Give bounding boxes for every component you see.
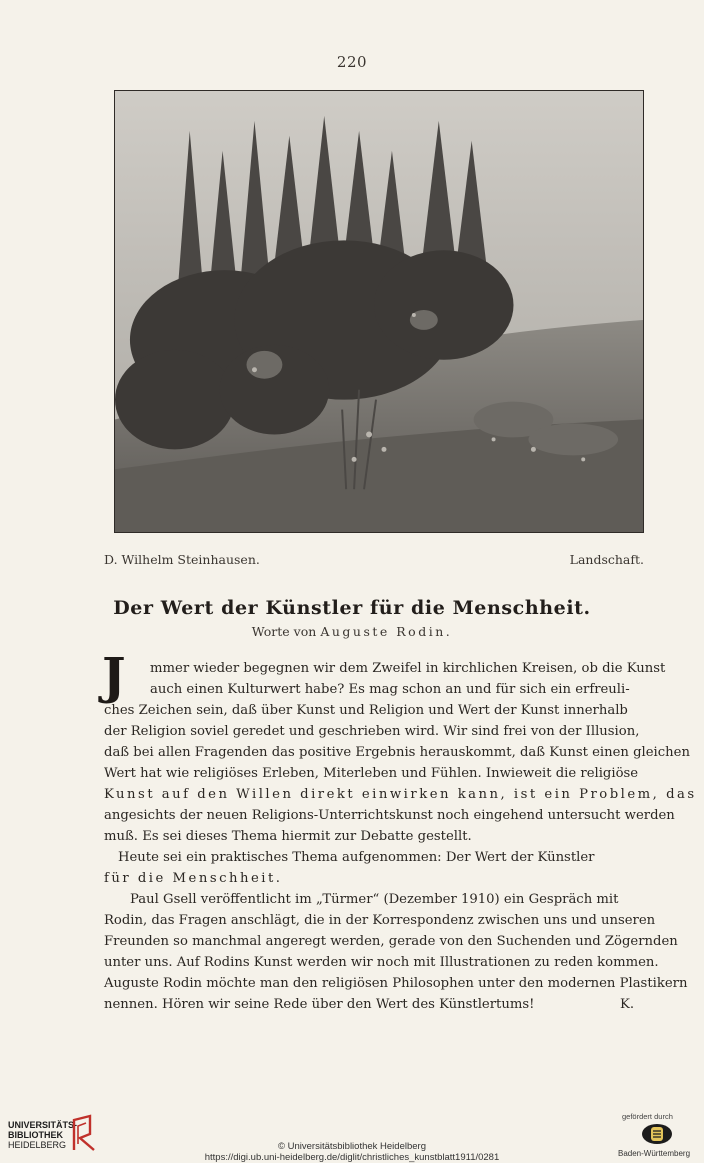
source-url-link[interactable]: https://digi.ub.uni-heidelberg.de/diglit/christliches_kunstblatt1911/0281 xyxy=(204,1152,500,1163)
copyright-notice: © Universitätsbibliothek Heidelberg xyxy=(278,1141,426,1152)
body-line: ches Zeichen sein, daß über Kunst und Religion und Wert der Kunst innerhalb xyxy=(104,703,628,718)
landscape-image xyxy=(115,91,643,532)
article-subtitle xyxy=(0,624,704,639)
body-line: der Religion soviel geredet und geschrieben wird. Wir sind frei von der Illusion, xyxy=(104,724,640,739)
library-name-line-2: BIBLIOTHEK xyxy=(8,1130,63,1140)
body-line: Rodin, das Fragen anschlägt, die in der Korrespondenz zwischen uns und unseren xyxy=(104,913,656,928)
body-line: unter uns. Auf Rodins Kunst werden wir noch mit Illustrationen zu reden kommen. xyxy=(104,955,659,970)
page-number: 220 xyxy=(336,53,368,71)
body-line: Paul Gsell veröffentlicht im „Türmer“ (Dezember 1910) ein Gespräch mit xyxy=(130,892,619,907)
subtitle-author: Auguste Rodin. xyxy=(320,624,453,639)
article-title: Der Wert der Künstler für die Menschheit. xyxy=(113,597,591,619)
body-line: Kunst auf den Willen direkt einwirken kann, ist ein Problem, das xyxy=(104,787,697,802)
body-line: für die Menschheit. xyxy=(104,871,283,886)
drop-cap: J xyxy=(102,646,126,705)
body-line: angesichts der neuen Religions-Unterrichtskunst noch eingehend untersucht werden xyxy=(104,808,675,823)
library-name-line-3: HEIDELBERG xyxy=(8,1140,67,1150)
body-line: Heute sei ein praktisches Thema aufgenommen: Der Wert der Künstler xyxy=(118,850,595,865)
library-name-line-1: UNIVERSITÄTS- xyxy=(8,1120,78,1130)
subtitle-prefix: Worte von xyxy=(251,624,317,639)
body-line: muß. Es sei dieses Thema hiermit zur Debatte gestellt. xyxy=(104,829,472,844)
body-line: auch einen Kulturwert habe? Es mag schon an und für sich ein erfreuli- xyxy=(150,682,630,697)
painting-title-caption: Landschaft. xyxy=(569,552,644,567)
footer-credits xyxy=(0,1141,704,1163)
author-signature: K. xyxy=(620,997,635,1012)
body-line: daß bei allen Fragenden das positive Ergebnis herauskommt, daß Kunst einen gleichen xyxy=(104,745,690,760)
body-line: Freunden so manchmal angeregt werden, gerade von den Suchenden und Zögernden xyxy=(104,934,678,949)
painting-artist-caption: D. Wilhelm Steinhausen. xyxy=(104,552,260,567)
sponsor-label: gefördert durch xyxy=(622,1112,673,1121)
body-line: nennen. Hören wir seine Rede über den Wert des Künstlertums! xyxy=(104,997,535,1012)
state-coat-of-arms-icon xyxy=(640,1122,674,1146)
body-line: mmer wieder begegnen wir dem Zweifel in kirchlichen Kreisen, ob die Kunst xyxy=(150,661,666,676)
body-line: Auguste Rodin möchte man den religiösen Philosophen unter den modernen Plastikern xyxy=(104,976,688,991)
body-line: Wert hat wie religiöses Erleben, Miterleben und Fühlen. Inwieweit die religiöse xyxy=(104,766,639,781)
landscape-painting xyxy=(114,90,644,533)
sponsor-name: Baden-Württemberg xyxy=(618,1149,691,1158)
